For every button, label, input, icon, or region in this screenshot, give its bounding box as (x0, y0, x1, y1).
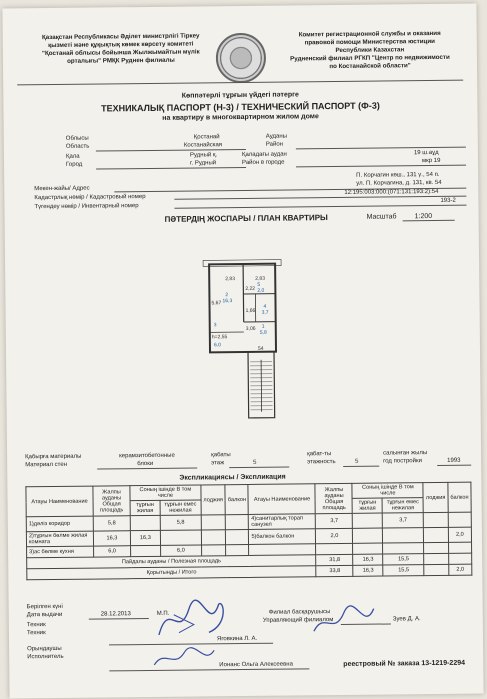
oblast-value: Костанайская (183, 142, 223, 149)
technical-passport-page (2, 4, 483, 699)
room-name: 4)санитарлық торап санузел (249, 514, 316, 530)
floor-line (229, 467, 289, 469)
oblast-line (96, 149, 246, 152)
plan-room-label: 16,3 (222, 298, 233, 305)
gorod-line (96, 167, 246, 170)
wall-value-kz: керамзитобетонные (119, 452, 175, 460)
room-nonliving: 5,8 (160, 515, 201, 530)
year-label-kz: салынған жылы (383, 450, 428, 457)
room-balcony (226, 544, 249, 555)
issued-label-kz: Берілген күні (26, 603, 63, 611)
room-total: 6,0 (94, 546, 131, 557)
header-right-line: Комитет регистрационной службы и оказания (298, 29, 441, 39)
plan-room-label: 4 (263, 303, 267, 310)
header-left-line: "Қостанай облысы бойынша Жылжымайтын мүлік (42, 48, 200, 58)
useful-living: 16,3 (353, 554, 383, 565)
grand-balcony: 2,0 (449, 564, 472, 575)
wall-line (97, 467, 197, 469)
header-right-line: Рудненский филиал РГКП "Центр по недвижимости (290, 53, 450, 63)
header-right-line: по Костанайской области" (329, 62, 411, 71)
address-value-kz: П. Корчагин көш., 131 ү., 54 п. (356, 171, 440, 179)
gorod-label-kz: Қала (65, 153, 80, 160)
room-nonliving (383, 528, 424, 543)
wall-label-kz: Қабырға материалы (25, 453, 82, 461)
inventory-label: Түгендеу нөмір / Инвентарный номер (34, 203, 139, 211)
tech-label: Техник (26, 630, 46, 637)
plan-dim: 54 (257, 345, 264, 352)
plan-room-label: 1 (261, 323, 265, 330)
branch-name: Зуев Д. А. (392, 616, 421, 623)
useful-balcony (448, 553, 471, 564)
raion-label-kz: Ауданы (265, 133, 287, 140)
room-loggia (424, 542, 449, 553)
room-total: 2,0 (316, 528, 353, 543)
room-living: 16,3 (130, 530, 160, 545)
room-nonliving (383, 543, 424, 554)
document-pretitle: Көппәтерлі тұрғын үйдегі пәтерге (181, 91, 299, 100)
ispol-label-kz: Орындаушы (27, 645, 62, 653)
plan-room-label: 5 (257, 281, 261, 288)
address-label: Мекен-жайы/ Адрес (34, 185, 90, 193)
oblast-label: Область (65, 143, 90, 150)
header-total: Жалпы ауданы Общая площадь (315, 483, 352, 513)
room-total: 16,3 (93, 531, 130, 546)
header-name: Атауы Наименование (248, 484, 315, 515)
room-loggia (201, 530, 226, 545)
branch-label-kz: Филиал басқарушысы (268, 609, 331, 616)
header-incl: Соның ішінде В том числе (352, 483, 423, 499)
ispol-label: Исполнитель (27, 653, 64, 661)
plan-dim: 2,83 (225, 276, 236, 283)
grand-nonliving: 15,5 (383, 565, 424, 576)
header-left-line: Қазақстан Республикасы Әділет министрлігі Тіркеу (41, 32, 200, 42)
floor-label: этаж (211, 460, 225, 467)
issued-date: 28.12.2013 (100, 611, 131, 618)
issued-label: Дата выдачи (26, 611, 63, 619)
order-number: реестровый № заказа 13-1219-2294 (343, 659, 466, 668)
explication-table (25, 482, 472, 581)
room-balcony (448, 512, 471, 527)
document-subtitle: на квартиру в многоквартирном жилом доме (162, 113, 319, 122)
signature-stamp-mark (149, 594, 240, 645)
room-loggia (201, 545, 226, 556)
useful-nonliving: 15,5 (383, 554, 424, 565)
header-nonliving: тұрғын емес нежилая (160, 500, 201, 515)
plan-dim: 5,67 (211, 300, 222, 307)
inventory-value: 193-2 (440, 197, 456, 204)
floors-value: 5 (355, 458, 359, 465)
year-value: 1993 (447, 457, 461, 464)
total-label: Қорытынды / Итого (27, 566, 317, 580)
room-loggia (424, 527, 449, 542)
year-line (437, 465, 471, 466)
inventory-line (174, 205, 466, 209)
header-loggia: лоджия (423, 482, 448, 512)
header-total: Жалпы ауданы Общая площадь (93, 486, 130, 516)
gorod-value: г. Рудный (190, 160, 217, 167)
raion-v-gorode-value: мкр 19 (421, 157, 441, 165)
plan-dim: h=2,55 (211, 334, 228, 341)
cadastral-label: Кадастрлық нөмір / Кадастровый номер (34, 194, 146, 202)
raion-v-gorode-label-kz: Қаладағы аудан (241, 151, 287, 159)
grand-loggia (424, 564, 449, 575)
wall-label: Материал стен (25, 461, 68, 469)
raion-line (296, 147, 466, 150)
header-right-line: Республики Казахстан (335, 46, 405, 55)
room-nonliving: 3,7 (383, 513, 424, 528)
plan-room-label: 3 (213, 322, 217, 329)
room-name: 5)балкон балкон (249, 529, 316, 545)
year-label: год постройки (383, 458, 422, 465)
room-living (353, 528, 383, 543)
floors-label: этажность (307, 459, 336, 466)
plan-room-label: 3,7 (261, 309, 269, 316)
plan-title: ПӘТЕРДІҢ ЖОСПАРЫ / ПЛАН КВАРТИРЫ (164, 213, 328, 224)
scale-value: 1:200 (414, 213, 433, 221)
raion-v-gorode-label: Район в городе (241, 159, 285, 166)
floors-label-kz: қабат-ты (307, 451, 332, 458)
plan-room-label: 6,0 (213, 342, 221, 349)
room-balcony (226, 514, 249, 529)
raion-v-gorode-value-kz: 19 ш.аұд (413, 149, 439, 157)
room-balcony (226, 529, 249, 544)
document-title: ТЕХНИКАЛЫҚ ПАСПОРТ (Н-3) / ТЕХНИЧЕСКИЙ ПАСПОРТ (Ф-3) (100, 100, 380, 114)
room-name: 1)дәліз коридор (26, 516, 93, 532)
plan-dim: 1,66 (245, 307, 256, 314)
grand-total: 33,8 (316, 565, 353, 576)
gorod-value-kz: Рудный қ. (189, 152, 218, 159)
floor-value: 5 (253, 459, 257, 466)
header-loggia: лоджия (201, 485, 226, 515)
tech-label-kz: Техник (26, 622, 46, 629)
room-balcony (448, 542, 471, 553)
room-name: 3)ас бөлме кухня (27, 546, 94, 558)
cadastral-value: 12:195:003:000:(071:131:193:2):54 (344, 188, 439, 196)
useful-total: 31,8 (316, 554, 353, 565)
state-emblem-icon (216, 33, 267, 84)
room-total: 3,7 (316, 513, 353, 528)
branch-signature-mark (309, 601, 379, 642)
room-total: 5,8 (93, 516, 130, 531)
header-living: тұрғын жилая (353, 498, 383, 513)
raion-v-gorode-line (296, 165, 466, 168)
header-nonliving: тұрғын емес нежилая (382, 498, 423, 513)
plan-dim: 2,83 (255, 275, 266, 282)
plan-room-label: 5,8 (259, 329, 267, 336)
header-left-line: қызметі және құқықтық көмек көрсету комитеті (48, 40, 194, 50)
issued-line (89, 618, 149, 620)
address-value: ул. П. Корчагина, д. 131, кв. 54 (356, 179, 442, 187)
ispol-name: Ионанс Ольга Алексеевна (219, 661, 293, 669)
room-name: 2)тұрғын бөлме жилая комната (26, 531, 93, 547)
useful-loggia (424, 553, 449, 564)
room-living (353, 513, 383, 528)
oblast-value-kz: Қостанай (193, 134, 220, 141)
plan-room-label: 2 (225, 292, 229, 299)
header-name: Атауы Наименование (26, 486, 93, 517)
floor-label-kz: қабаты (211, 452, 231, 459)
header-living: тұрғын жилая (130, 500, 160, 515)
floors-line (343, 466, 379, 467)
room-name (249, 544, 316, 556)
scale-label: Масштаб (366, 213, 397, 221)
oblast-label-kz: Облысы (65, 135, 89, 142)
plan-room-label: 2,0 (257, 287, 265, 294)
room-living (353, 543, 383, 554)
raion-label: Район (265, 141, 284, 148)
apartment-floor-plan (195, 252, 287, 421)
cadastral-line (174, 196, 466, 200)
tech-name: Яговкина Л. А. (216, 635, 258, 643)
header-left (21, 32, 221, 66)
room-balcony: 2,0 (448, 527, 471, 542)
room-living (131, 545, 161, 556)
stamp-place-label: М.П. (156, 610, 170, 617)
room-total (316, 543, 353, 554)
ispol-signature-mark (149, 644, 219, 673)
grand-living: 16,3 (353, 565, 383, 576)
header-balcony: балкон (448, 482, 471, 512)
header-left-line: орталығы" РМҚК Руднен филиалы (67, 56, 175, 65)
room-nonliving (160, 530, 201, 545)
room-loggia (424, 512, 449, 527)
gorod-label: Город (66, 161, 83, 168)
header-balcony: балкон (225, 484, 248, 514)
header-right-line: правовой помощи Министерства юстиции (304, 37, 435, 47)
useful-area-label: Пайдалы ауданы / Полезная площадь (27, 555, 317, 569)
header-incl: Соның ішінде В том числе (130, 485, 201, 501)
room-nonliving: 6,0 (160, 545, 201, 556)
room-loggia (201, 515, 226, 530)
plan-dim: 3,06 (245, 325, 256, 332)
room-living (130, 515, 160, 530)
branch-label: Управляющий филиалом (262, 617, 334, 624)
scale-line (403, 220, 455, 222)
wall-value: блоки (137, 460, 154, 468)
plan-dim: 2,22 (245, 285, 256, 292)
explication-title: Экспликациясы / Экспликация (179, 473, 286, 482)
header-right (275, 30, 465, 72)
